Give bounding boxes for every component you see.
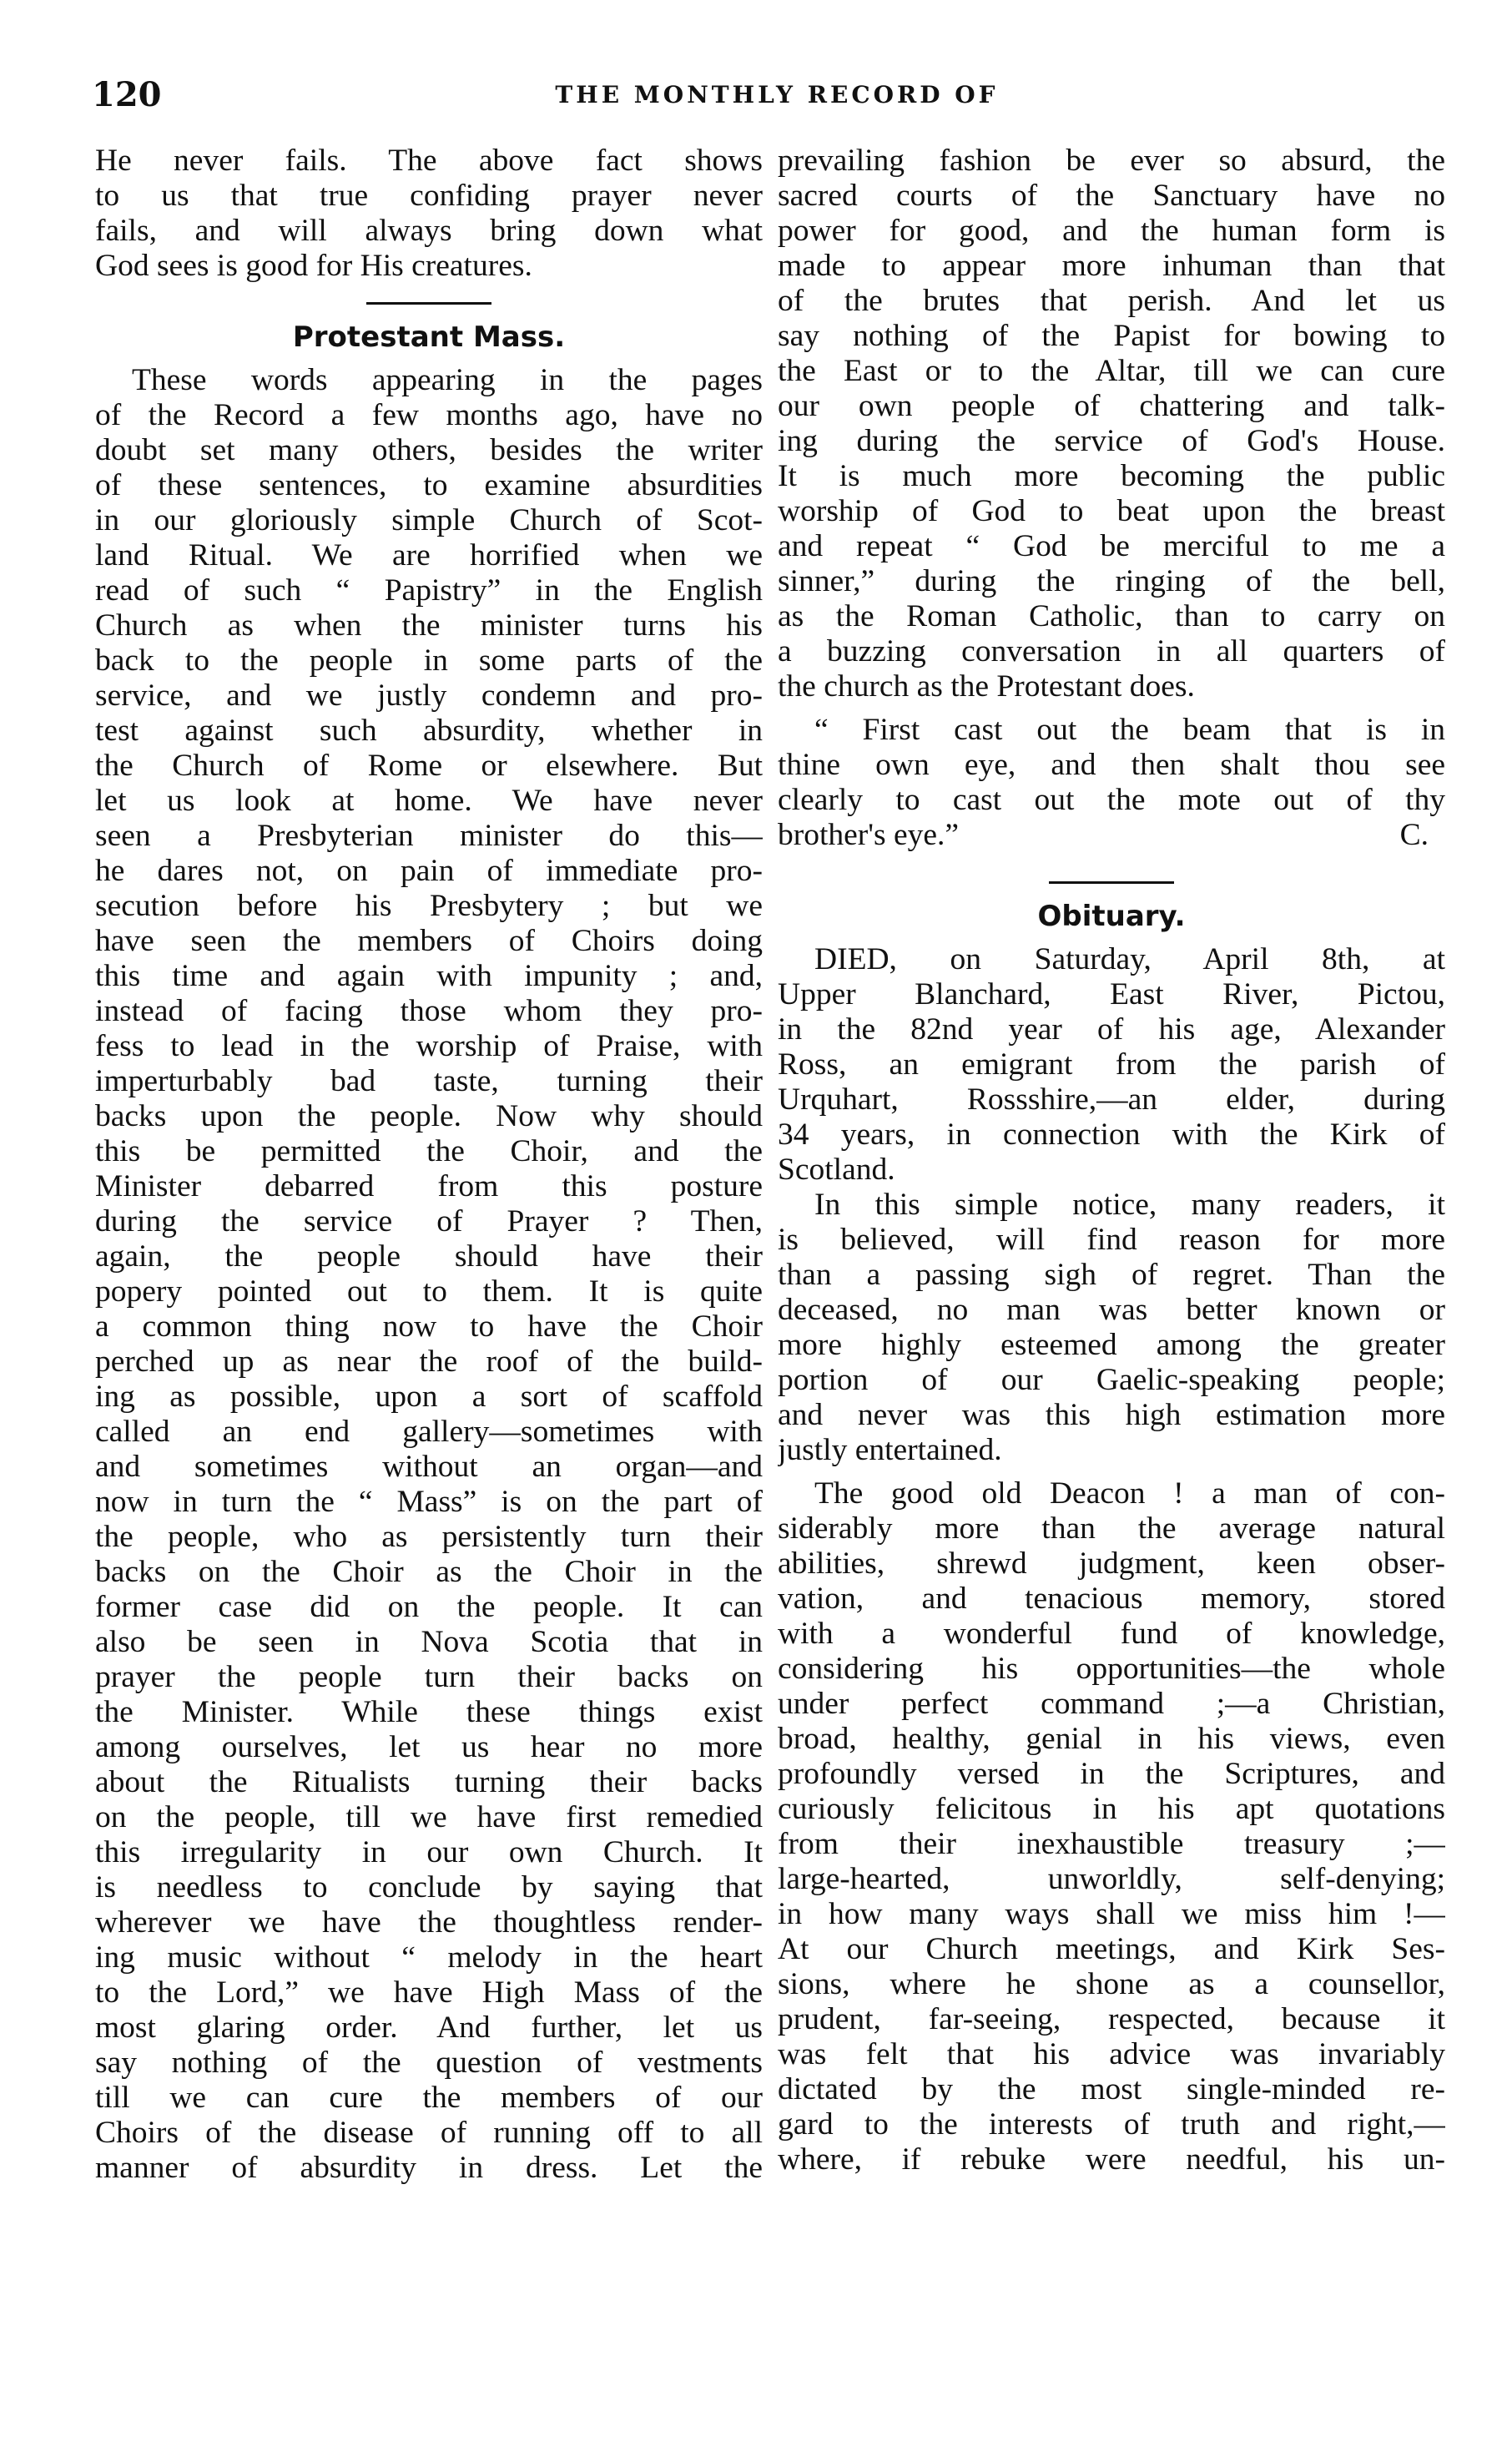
section-divider	[366, 302, 491, 305]
text-line: was felt that his advice was invariably	[778, 2037, 1445, 2071]
obituary-notice	[778, 942, 1445, 1188]
text-line: curiously felicitous in his apt quotations	[778, 1792, 1445, 1826]
text-line: is needless to conclude by saying that	[95, 1870, 763, 1905]
spacer	[778, 1468, 1445, 1476]
scripture-quote	[778, 713, 1445, 853]
text-line: the people, who as persistently turn their	[95, 1520, 763, 1554]
text-line: fess to lead in the worship of Praise, with	[95, 1029, 763, 1063]
text-line: Minister debarred from this posture	[95, 1169, 763, 1203]
text-line: test against such absurdity, whether in	[95, 714, 763, 748]
text-line: ing music without “ melody in the heart	[95, 1940, 763, 1975]
text-line: till we can cure the members of our	[95, 2081, 763, 2115]
text-line: most glaring order. And further, let us	[95, 2010, 763, 2045]
text-line: let us look at home. We have never	[95, 784, 763, 818]
text-line: thine own eye, and then shalt thou see	[778, 748, 1445, 782]
text-line: say nothing of the question of vestments	[95, 2046, 763, 2080]
text-line: with a wonderful fund of knowledge,	[778, 1617, 1445, 1651]
text-line: power for good, and the human form is	[778, 214, 1445, 248]
text-line: read of such “ Papistry” in the English	[95, 573, 763, 608]
text-line: this irregularity in our own Church. It	[95, 1835, 763, 1869]
text-line: ing as possible, upon a sort of scaffold	[95, 1380, 763, 1414]
text-line: vation, and tenacious memory, stored	[778, 1582, 1445, 1616]
section-divider	[1049, 881, 1174, 884]
running-head	[92, 70, 1462, 120]
text-line: land Ritual. We are horrified when we	[95, 538, 763, 573]
text-line: in the 82nd year of his age, Alexander	[778, 1012, 1445, 1047]
text-line: this time and again with impunity ; and,	[95, 959, 763, 993]
text-line: “ First cast out the beam that is in	[814, 713, 1445, 747]
text-line: At our Church meetings, and Kirk Ses-	[778, 1932, 1445, 1966]
text-line: Upper Blanchard, East River, Pictou,	[778, 977, 1445, 1012]
text-line: In this simple notice, many readers, it	[814, 1188, 1445, 1222]
text-line: the church as the Protestant does.	[778, 669, 1195, 704]
text-line: of the brutes that perish. And let us	[778, 284, 1445, 318]
text-line: about the Ritualists turning their backs	[95, 1765, 763, 1799]
text-line: considering his opportunities—the whole	[778, 1652, 1445, 1686]
intro-paragraph	[95, 144, 763, 284]
text-line: God sees is good for His creatures.	[95, 249, 532, 283]
text-line: back to the people in some parts of the	[95, 643, 763, 678]
text-line: worship of God to beat upon the breast	[778, 494, 1445, 528]
text-line: a buzzing conversation in all quarters of	[778, 634, 1445, 668]
text-line: fails, and will always bring down what	[95, 214, 763, 248]
text-line: popery pointed out to them. It is quite	[95, 1274, 763, 1309]
article-continuation	[778, 144, 1445, 704]
protestant-mass-heading: Protestant Mass.	[292, 320, 566, 354]
protestant-mass-article	[95, 363, 763, 2186]
text-line: again, the people should have their	[95, 1239, 763, 1274]
text-line: sinner,” during the ringing of the bell,	[778, 564, 1445, 598]
text-line: It is much more becoming the public	[778, 459, 1445, 493]
journal-title: THE MONTHLY RECORD OF	[555, 81, 999, 108]
text-line: of the Record a few months ago, have no	[95, 398, 763, 432]
text-line: brother's eye.” C.	[778, 818, 1429, 852]
text-line: during the service of Prayer ? Then,	[95, 1204, 763, 1239]
text-line: He never fails. The above fact shows	[95, 144, 763, 178]
text-line: ing during the service of God's House.	[778, 424, 1445, 458]
text-line: abilities, shrewd judgment, keen obser-	[778, 1546, 1445, 1581]
text-line: among ourselves, let us hear no more	[95, 1730, 763, 1764]
text-line: Ross, an emigrant from the parish of	[778, 1047, 1445, 1082]
text-line: and sometimes without an organ—and	[95, 1450, 763, 1484]
text-line: than a passing sigh of regret. Than the	[778, 1258, 1445, 1292]
text-line: dictated by the most single-minded re-	[778, 2072, 1445, 2106]
text-line: from their inexhaustible treasury ;—	[778, 1827, 1445, 1861]
text-line: service, and we justly condemn and pro-	[95, 679, 763, 713]
text-line: to us that true confiding prayer never	[95, 179, 763, 213]
text-line: say nothing of the Papist for bowing to	[778, 319, 1445, 353]
obituary-heading: Obituary.	[1037, 900, 1186, 933]
text-line: sacred courts of the Sanctuary have no	[778, 179, 1445, 213]
text-line: Scotland.	[778, 1153, 895, 1187]
text-line: doubt set many others, besides the writer	[95, 433, 763, 467]
text-line: made to appear more inhuman than that	[778, 249, 1445, 283]
text-line: a common thing now to have the Choir	[95, 1309, 763, 1344]
text-line: wherever we have the thoughtless render-	[95, 1905, 763, 1940]
text-line: the Church of Rome or elsewhere. But	[95, 749, 763, 783]
text-line: seen a Presbyterian minister do this—	[95, 819, 763, 853]
text-line: deceased, no man was better known or	[778, 1293, 1445, 1327]
text-line: Urquhart, Rossshire,—an elder, during	[778, 1082, 1445, 1117]
text-line: have seen the members of Choirs doing	[95, 924, 763, 958]
text-line: Choirs of the disease of running off to all	[95, 2116, 763, 2150]
text-line: large-hearted, unworldly, self-denying;	[778, 1862, 1445, 1896]
text-line: clearly to cast out the mote out of thy	[778, 783, 1445, 817]
obituary-paragraph	[778, 1188, 1445, 1468]
text-line: perched up as near the roof of the build-	[95, 1345, 763, 1379]
text-line: prevailing fashion be ever so absurd, the	[778, 144, 1445, 178]
spacer	[778, 704, 1445, 713]
text-line: Church as when the minister turns his	[95, 608, 763, 643]
page-number: 120	[92, 75, 162, 114]
text-line: secution before his Presbytery ; but we	[95, 889, 763, 923]
text-line: backs on the Choir as the Choir in the	[95, 1555, 763, 1589]
text-line: the East or to the Altar, till we can cure	[778, 354, 1445, 388]
text-line: imperturbably bad taste, turning their	[95, 1064, 763, 1098]
text-line: under perfect command ;—a Christian,	[778, 1687, 1445, 1721]
text-line: gard to the interests of truth and right,—	[778, 2107, 1445, 2142]
text-line: siderably more than the average natural	[778, 1511, 1445, 1546]
text-line: in our gloriously simple Church of Scot-	[95, 503, 763, 537]
text-line: manner of absurdity in dress. Let the	[95, 2151, 763, 2185]
signature: C.	[1399, 818, 1429, 852]
text-line: called an end gallery—sometimes with	[95, 1415, 763, 1449]
text-line: former case did on the people. It can	[95, 1590, 763, 1624]
text-line: and never was this high estimation more	[778, 1398, 1445, 1432]
text-line: backs upon the people. Now why should	[95, 1099, 763, 1133]
text-line: more highly esteemed among the greater	[778, 1328, 1445, 1362]
text-line: sions, where he shone as a counsellor,	[778, 1967, 1445, 2001]
text-line: now in turn the “ Mass” is on the part of	[95, 1485, 763, 1519]
text-line: where, if rebuke were needful, his un-	[778, 2142, 1445, 2177]
text-line: The good old Deacon ! a man of con-	[814, 1476, 1445, 1511]
text-line: he dares not, on pain of immediate pro-	[95, 854, 763, 888]
text-line: prayer the people turn their backs on	[95, 1660, 763, 1694]
text-line: is believed, will find reason for more	[778, 1223, 1445, 1257]
text-line: 34 years, in connection with the Kirk of	[778, 1117, 1445, 1152]
text-line: and repeat “ God be merciful to me a	[778, 529, 1445, 563]
text-line: broad, healthy, genial in his views, even	[778, 1722, 1445, 1756]
text-line: as the Roman Catholic, than to carry on	[778, 599, 1445, 633]
deacon-paragraph	[778, 1476, 1445, 2177]
text-line: profoundly versed in the Scriptures, and	[778, 1757, 1445, 1791]
left-column	[95, 144, 763, 2186]
text-line: on the people, till we have first remedied	[95, 1800, 763, 1834]
text-line: the Minister. While these things exist	[95, 1695, 763, 1729]
text-line: also be seen in Nova Scotia that in	[95, 1625, 763, 1659]
text-line: to the Lord,” we have High Mass of the	[95, 1975, 763, 2010]
text-line: this be permitted the Choir, and the	[95, 1134, 763, 1168]
text-line: DIED, on Saturday, April 8th, at	[814, 942, 1445, 976]
text-line: of these sentences, to examine absurdities	[95, 468, 763, 502]
text-line: instead of facing those whom they pro-	[95, 994, 763, 1028]
text-line: in how many ways shall we miss him !—	[778, 1897, 1445, 1931]
text-line: justly entertained.	[778, 1433, 1002, 1467]
text-line: portion of our Gaelic-speaking people;	[778, 1363, 1445, 1397]
text-line: our own people of chattering and talk-	[778, 389, 1445, 423]
right-column	[778, 144, 1445, 2177]
text-line: prudent, far-seeing, respected, because it	[778, 2002, 1445, 2036]
text-line: These words appearing in the pages	[132, 363, 763, 397]
